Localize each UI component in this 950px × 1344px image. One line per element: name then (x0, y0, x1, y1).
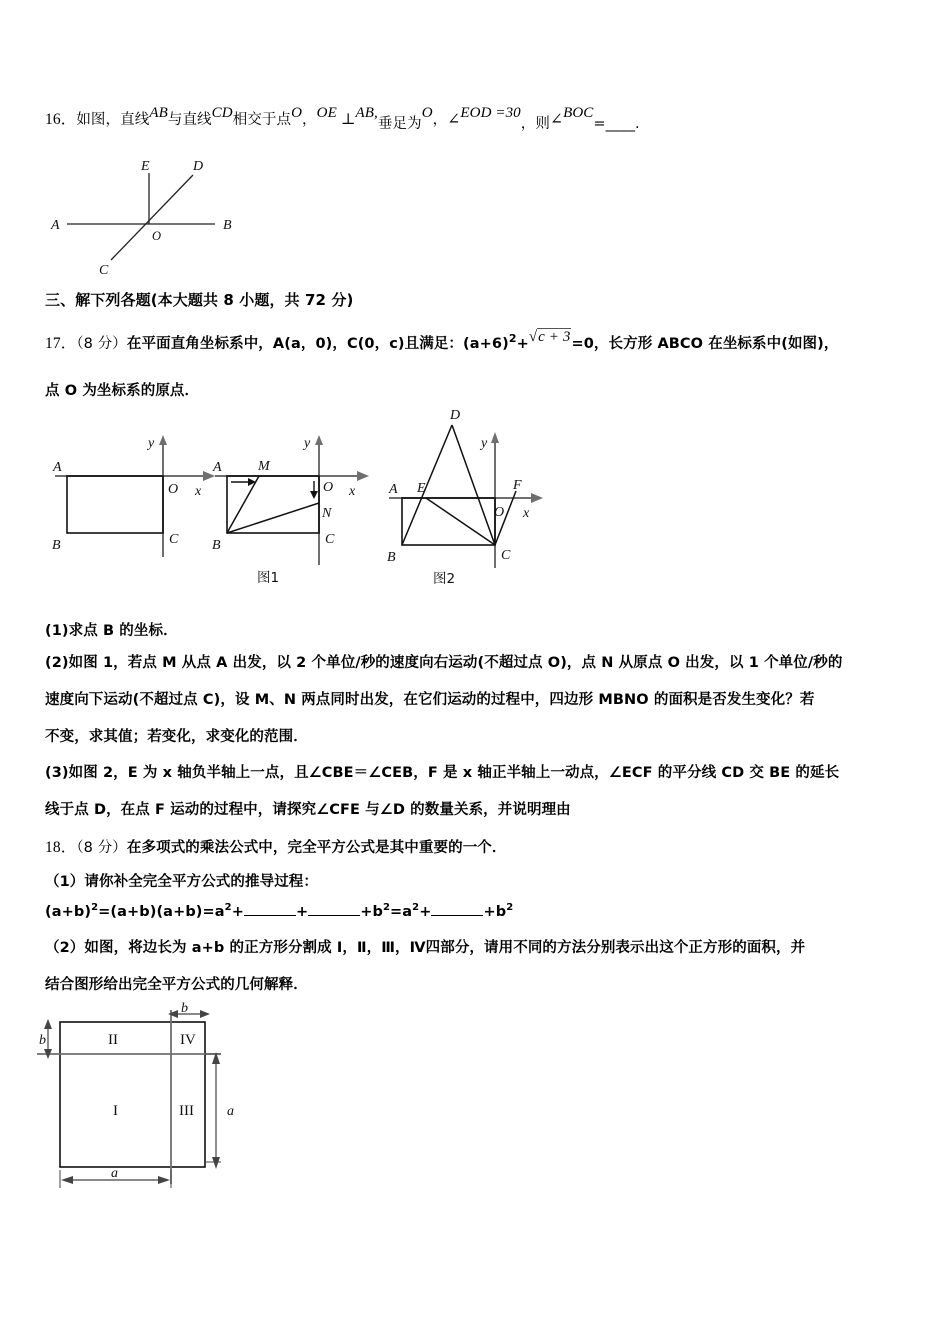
f2-caption: 图2 (433, 571, 456, 587)
q17-figure-2 (375, 403, 560, 593)
q16-seg2: 与直线 (167, 112, 212, 128)
line-cd (111, 175, 193, 260)
f0-label-B: B (52, 538, 61, 553)
x-axis-arrow (531, 493, 543, 503)
question-17-line1: 17．（8 分）在平面直角坐标系中，A(a，0)，C(0，c)且满足：$(a+6)^2+√c + 3=0$，长方形 ABCO 在坐标系中(如图)， (45, 329, 839, 353)
f1-label-C: C (325, 532, 335, 547)
x-axis-arrow (357, 471, 369, 481)
dim-label-right-a: a (227, 1104, 234, 1119)
q16-label-E: E (141, 159, 150, 174)
q17-number: 17． (45, 335, 77, 353)
q16-var-o1: O (291, 105, 303, 121)
formula-blank-2[interactable] (308, 903, 360, 916)
top-b-arrow-head-right (200, 1010, 210, 1018)
f1-label-A: A (213, 460, 222, 475)
f1-label-M: M (258, 459, 270, 474)
region-label-II: II (108, 1032, 118, 1048)
q18-part-2-line1: （2）如图，将边长为 a+b 的正方形分割成 I，Ⅱ，Ⅲ，Ⅳ四部分，请用不同的方法分别表示出这个正方形的面积，并 (45, 940, 806, 956)
y-axis-arrow (315, 435, 323, 445)
q16-seg7: ，则 (520, 116, 550, 132)
q17-line1a: 在平面直角坐标系中，A(a，0)，C(0，c)且满足：(a+6) (126, 336, 509, 353)
q18-part-2-line2: 结合图形给出完全平方公式的几何解释． (45, 977, 308, 993)
formula-sup5: 2 (506, 902, 514, 913)
q16-label-O: O (152, 229, 162, 243)
q16-var-cd: CD (211, 105, 233, 121)
q18-line1: 在多项式的乘法公式中，完全平方公式是其中重要的一个． (126, 840, 507, 856)
question-17-line2: 点 O 为坐标系的原点． (45, 383, 200, 399)
formula-p1: (a+b) (45, 903, 92, 920)
q16-seg3: 相交于点 (232, 112, 292, 128)
segment-dc (452, 425, 495, 545)
q17-part-2-line2: 速度向下运动(不超过点 C)，设 M、N 两点同时出发，在它们运动的过程中，四边形 MBNO 的面积是否发生变化？若 (45, 692, 815, 708)
q17-figure-1 (207, 425, 387, 590)
formula-sup2: 2 (224, 902, 232, 913)
q16-number: 16． (45, 111, 77, 128)
segment-ec (426, 498, 495, 545)
question-16-text (45, 105, 640, 132)
f0-label-y: y (148, 436, 155, 451)
q16-label-D: D (193, 159, 204, 174)
formula-sup4: 2 (412, 902, 420, 913)
rectangle-abco (67, 476, 163, 533)
formula-p6: =a (390, 903, 413, 920)
f0-label-C: C (169, 532, 179, 547)
right-a-arrow-head-down (212, 1157, 220, 1169)
left-b-arrow-head-up (44, 1019, 52, 1029)
f0-label-A: A (53, 460, 62, 475)
q16-var-ab1: AB (149, 105, 168, 121)
n-motion-arrow-head (310, 491, 318, 499)
f1-label-O: O (323, 480, 334, 495)
q16-label-A: A (51, 218, 60, 233)
region-label-IV: IV (180, 1032, 196, 1048)
q18-figure (35, 1002, 285, 1202)
q16-var-boc: BOC (563, 105, 594, 121)
y-axis-arrow (159, 435, 167, 445)
formula-sup1: 2 (91, 902, 99, 913)
f1-caption: 图1 (257, 570, 280, 586)
q17-radicand: c + 3 (538, 329, 571, 346)
perp-icon: ⊥ (340, 111, 356, 128)
q17-exp2: 2 (508, 332, 517, 345)
f1-label-N: N (322, 506, 332, 521)
f0-label-x: x (195, 484, 202, 499)
section-3-heading: 三、解下列各题(本大题共 8 小题，共 72 分) (45, 291, 354, 309)
f2-label-A: A (389, 482, 398, 497)
q17-part-1: (1)求点 B 的坐标． (45, 623, 178, 639)
f1-label-y: y (304, 436, 311, 451)
q16-var-o2: O (421, 105, 433, 121)
q16-label-C: C (99, 263, 109, 278)
region-label-I: I (113, 1103, 118, 1119)
formula-p8: +b (483, 903, 507, 920)
q18-formula-line (45, 900, 513, 924)
q16-var-oe: OE (316, 105, 337, 121)
q17-figure-0 (45, 425, 225, 565)
q18-number: 18． (45, 839, 77, 856)
region-label-III: III (179, 1103, 194, 1119)
angle-icon-2: ∠ (549, 111, 564, 128)
f2-label-E: E (417, 481, 426, 496)
q17-part-3-line2: 线于点 D，在点 F 运动的过程中，请探究∠CFE 与∠D 的数量关系，并说明理由 (45, 802, 571, 818)
top-b-arrow-head-left (168, 1010, 178, 1018)
f1-label-B: B (212, 538, 221, 553)
q16-var-ab2: AB, (355, 105, 378, 121)
f2-label-B: B (387, 550, 396, 565)
q17-part-2-line1: (2)如图 1，若点 M 从点 A 出发，以 2 个单位/秒的速度向右运动(不超过点 O)，点 N 从原点 O 出发，以 1 个单位/秒的 (45, 655, 843, 671)
q17-part-3-line1: (3)如图 2，E 为 x 轴负半轴上一点，且∠CBE＝∠CEB，F 是 x 轴正半轴上一动点，∠ECF 的平分线 CD 交 BE 的延长 (45, 765, 840, 781)
q17-points: （8 分） (76, 336, 127, 353)
y-axis-arrow (491, 432, 499, 443)
q16-seg8: = (593, 116, 606, 132)
q16-seg1: 如图，直线 (76, 112, 150, 128)
q17-line1b: =0，长方形 ABCO 在坐标系中(如图)， (571, 336, 839, 353)
bottom-a-arrow-head-left (61, 1176, 73, 1184)
q17-plus: + (516, 336, 529, 353)
formula-sup3: 2 (382, 902, 391, 913)
q16-var-eod: EOD =30 (460, 105, 521, 121)
f1-label-x: x (349, 484, 356, 499)
formula-p7: + (419, 903, 432, 920)
formula-p5: +b (360, 903, 383, 920)
q16-figure (45, 150, 265, 280)
q16-seg4: ， (302, 112, 317, 128)
dim-label-left-b: b (39, 1033, 46, 1048)
bottom-a-arrow-head-right (158, 1176, 170, 1184)
f2-label-C: C (501, 548, 511, 563)
q16-seg6: ， (432, 112, 448, 128)
angle-icon-1: ∠ (447, 111, 461, 128)
q16-seg5: 垂足为 (377, 116, 422, 132)
q17-part-2-line3: 不变，求其值；若变化，求变化的范围． (45, 729, 308, 745)
segment-bd (402, 425, 452, 545)
formula-p4: + (295, 903, 309, 920)
q18-points: （8 分） (76, 840, 127, 856)
q16-answer-blank: ____ (605, 116, 636, 132)
formula-p3: + (231, 903, 244, 920)
question-18-line1 (45, 836, 507, 860)
q16-label-B: B (223, 218, 232, 233)
q18-part-1: （1）请你补全完全平方公式的推导过程： (45, 874, 318, 890)
dim-label-top-b: b (181, 1002, 188, 1016)
formula-blank-1[interactable] (244, 903, 296, 916)
q16-seg9: . (635, 116, 640, 132)
formula-blank-3[interactable] (431, 903, 483, 916)
f2-label-y: y (481, 436, 488, 451)
f2-label-D: D (450, 408, 461, 423)
formula-p2: =(a+b)(a+b)=a (98, 903, 225, 920)
dim-label-bottom-a: a (111, 1166, 118, 1181)
rectangle-abco (227, 476, 319, 533)
f2-label-x: x (523, 506, 530, 521)
f2-label-O: O (494, 505, 505, 520)
f0-label-O: O (168, 482, 179, 497)
f2-label-F: F (513, 478, 522, 493)
